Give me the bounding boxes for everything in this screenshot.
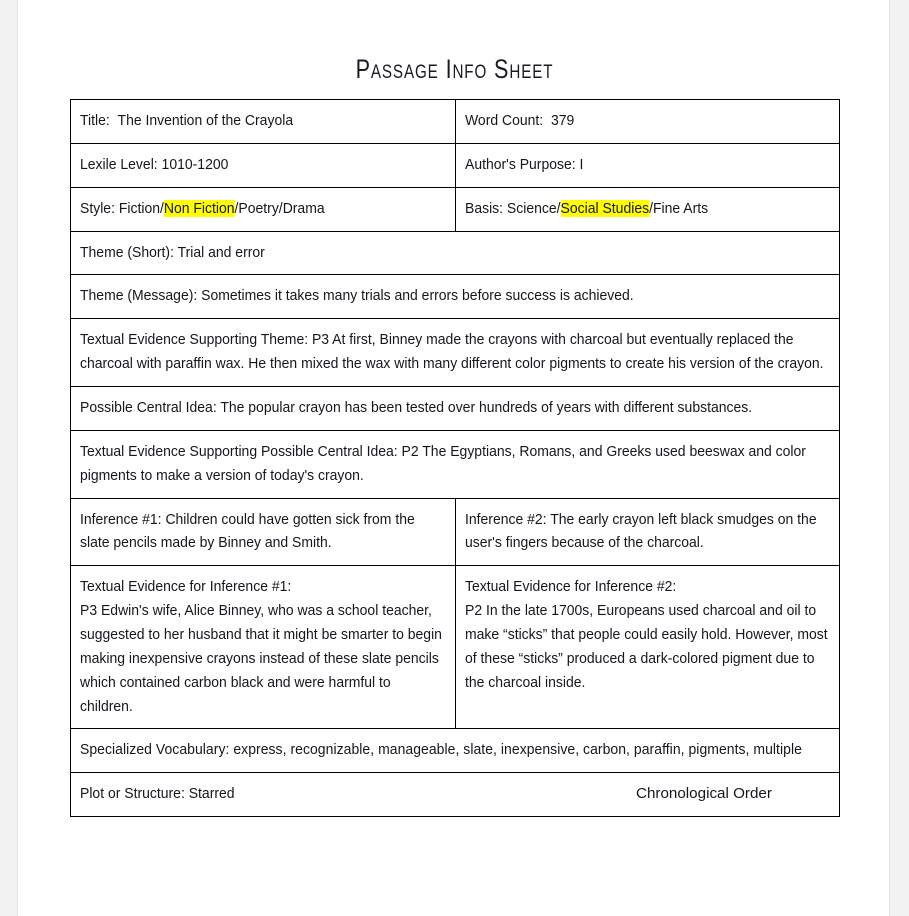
table-row-title-wordcount bbox=[71, 100, 840, 144]
lexile-level-text: Lexile Level: 1010-1200 bbox=[80, 155, 229, 173]
word-count-value: 379 bbox=[550, 112, 574, 129]
evidence-inference-1-body: P3 Edwin's wife, Alice Binney, who was a school teacher, suggested to her husband that it might be smarter to begin making inexpensive crayons instead of these slate pencils which contained carbon black and were harmful to children. bbox=[80, 602, 442, 715]
style-label: Style: Fiction/ bbox=[80, 199, 164, 217]
title-value: The Invention of the Crayola bbox=[117, 112, 294, 129]
passage-info-table bbox=[70, 99, 840, 817]
cell-theme-short[interactable] bbox=[71, 231, 840, 275]
inference-1-text: Inference #1: Children could have gotten sick from the slate pencils made by Binney and Smith. bbox=[80, 510, 415, 552]
table-row-theme-message bbox=[71, 275, 840, 319]
cell-inference-1[interactable] bbox=[71, 498, 456, 566]
authors-purpose-text: Author's Purpose: I bbox=[464, 155, 583, 173]
style-field bbox=[80, 197, 446, 221]
table-row-style-basis bbox=[71, 187, 840, 231]
cell-basis[interactable] bbox=[455, 187, 840, 231]
plot-structure-chronological-order: Chronological Order bbox=[636, 785, 772, 803]
title-label: Title: bbox=[80, 112, 110, 129]
cell-theme-message[interactable] bbox=[71, 275, 840, 319]
theme-short-text: Theme (Short): Trial and error bbox=[80, 243, 265, 261]
table-row-inferences bbox=[71, 498, 840, 566]
cell-evidence-theme[interactable] bbox=[71, 319, 840, 387]
basis-label: Basis: Science/ bbox=[464, 199, 561, 217]
evidence-inference-2-label: Textual Evidence for Inference #2: bbox=[464, 578, 676, 596]
table-row-plot-structure bbox=[71, 773, 840, 817]
table-row-evidence-central-idea bbox=[71, 430, 840, 498]
plot-structure-label: Plot or Structure: Starred bbox=[80, 785, 235, 803]
table-row-evidence-inferences bbox=[71, 566, 840, 729]
basis-remaining-options[interactable]: /Fine Arts bbox=[648, 199, 708, 217]
table-row-central-idea bbox=[71, 387, 840, 431]
evidence-inference-1-label: Textual Evidence for Inference #1: bbox=[80, 578, 292, 596]
cell-specialized-vocabulary[interactable] bbox=[71, 729, 840, 773]
cell-evidence-central-idea[interactable] bbox=[71, 430, 840, 498]
table-row-evidence-theme bbox=[71, 319, 840, 387]
evidence-inference-1 bbox=[80, 575, 446, 718]
evidence-central-idea-text: Textual Evidence Supporting Possible Central Idea: P2 The Egyptians, Romans, and Greeks used beeswax and color pigments to make a version of today's crayon. bbox=[80, 442, 806, 484]
page-title: Passage Info Sheet bbox=[355, 54, 554, 84]
central-idea-text: Possible Central Idea: The popular crayon has been tested over hundreds of years with different substances. bbox=[80, 399, 753, 417]
cell-plot-structure[interactable] bbox=[71, 773, 840, 817]
cell-evidence-inference-1[interactable] bbox=[71, 566, 456, 729]
evidence-inference-2 bbox=[465, 575, 831, 694]
evidence-theme-text: Textual Evidence Supporting Theme: P3 At first, Binney made the crayons with charcoal but eventually replaced the charcoal with paraffin wax. He then mixed the wax with many different color pigments to create his version of the crayon. bbox=[80, 331, 824, 373]
specialized-vocabulary-text: Specialized Vocabulary: express, recognizable, manageable, slate, inexpensive, carbon, paraffin, pigments, multiple bbox=[80, 741, 802, 759]
cell-style[interactable] bbox=[71, 187, 456, 231]
word-count-field bbox=[465, 109, 831, 133]
title-field bbox=[80, 109, 446, 133]
cell-word-count[interactable] bbox=[455, 100, 840, 144]
style-selected-highlight[interactable]: Non Fiction bbox=[163, 199, 235, 217]
evidence-inference-2-body: P2 In the late 1700s, Europeans used charcoal and oil to make “sticks” that people could easily hold. However, most of these “sticks” produced a dark-colored pigment due to the charcoal inside. bbox=[464, 602, 828, 691]
table-row-theme-short bbox=[71, 231, 840, 275]
document-page bbox=[17, 0, 890, 916]
word-count-label: Word Count: bbox=[464, 112, 543, 129]
basis-field bbox=[465, 197, 831, 221]
inference-2-text: Inference #2: The early crayon left black smudges on the user's fingers because of the charcoal. bbox=[464, 510, 817, 552]
cell-evidence-inference-2[interactable] bbox=[455, 566, 840, 729]
cell-lexile-level[interactable] bbox=[71, 143, 456, 187]
cell-title[interactable] bbox=[71, 100, 456, 144]
table-row-lexile-purpose bbox=[71, 143, 840, 187]
cell-authors-purpose[interactable] bbox=[455, 143, 840, 187]
style-remaining-options[interactable]: /Poetry/Drama bbox=[234, 199, 325, 217]
table-row-specialized-vocabulary bbox=[71, 729, 840, 773]
basis-selected-highlight[interactable]: Social Studies bbox=[560, 199, 649, 217]
theme-message-text: Theme (Message): Sometimes it takes many trials and errors before success is achieved. bbox=[80, 287, 634, 305]
cell-inference-2[interactable] bbox=[455, 498, 840, 566]
cell-central-idea[interactable] bbox=[71, 387, 840, 431]
